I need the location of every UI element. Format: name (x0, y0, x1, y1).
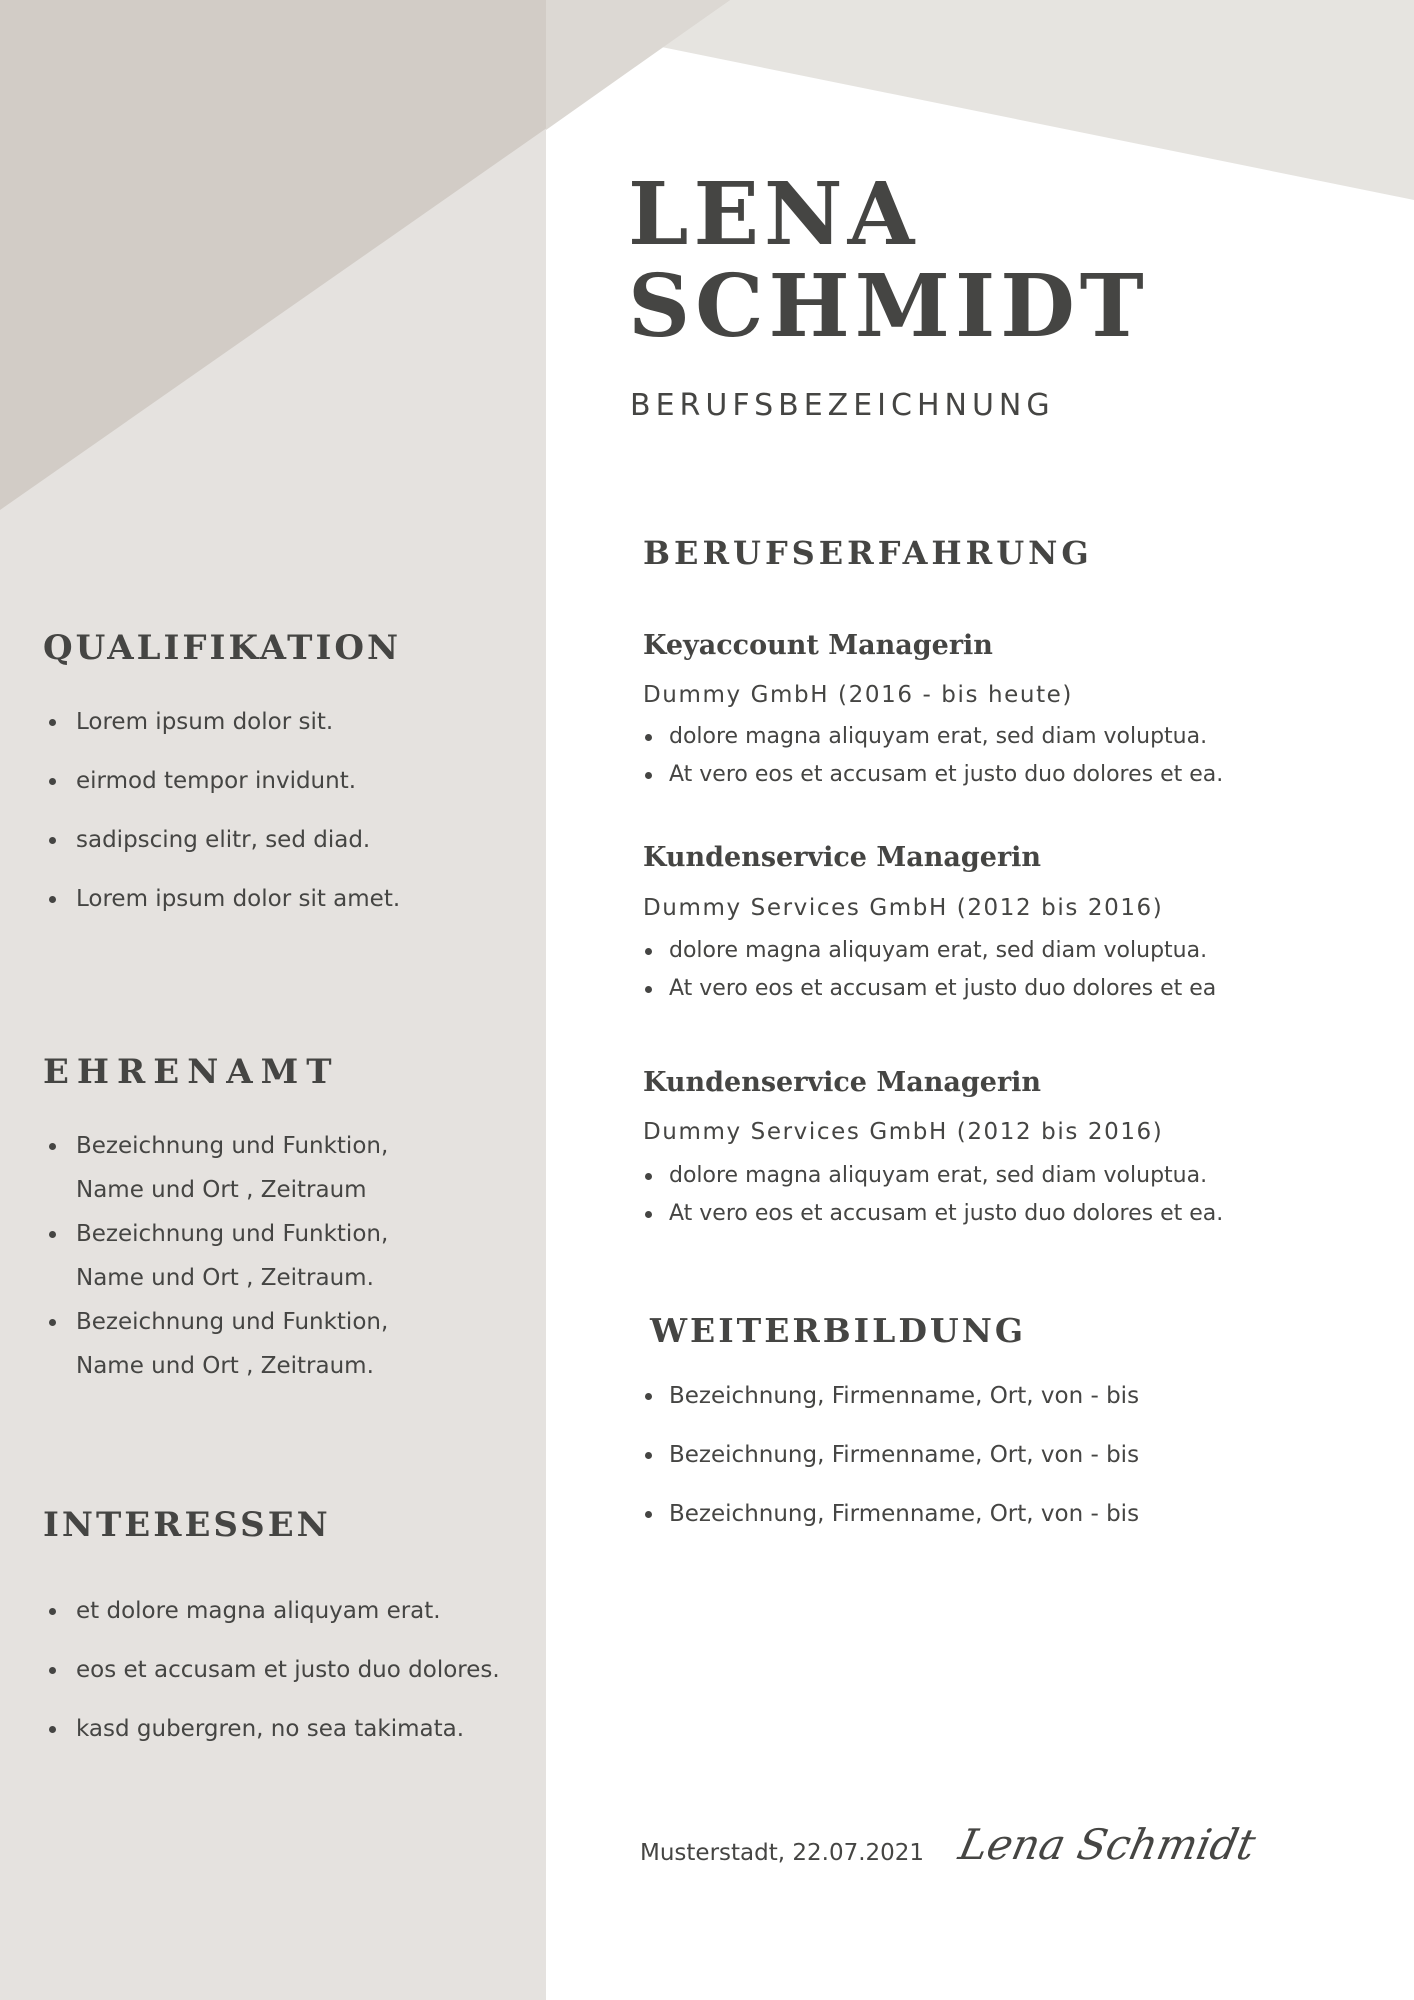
list-item: Lorem ipsum dolor sit amet. (33, 884, 400, 943)
list-item: Bezeichnung, Firmenname, Ort, von - bis (643, 1499, 1139, 1558)
list-item: Bezeichnung und Funktion, Name und Ort , Zeitraum. (33, 1212, 406, 1300)
list-item: dolore magna aliquyam erat, sed diam voluptua. (643, 718, 1223, 756)
weiterbildung-heading: WEITERBILDUNG (650, 1311, 1027, 1350)
signature: Lena Schmidt (954, 1820, 1260, 1869)
job-1-title: Keyaccount Managerin (643, 630, 993, 661)
list-item: At vero eos et accusam et justo duo dolores et ea. (643, 1195, 1223, 1233)
job-1-bullets (643, 718, 1223, 794)
list-item: At vero eos et accusam et justo duo dolores et ea (643, 970, 1216, 1008)
berufserfahrung-heading: BERUFSERFAHRUNG (643, 534, 1093, 572)
list-item: At vero eos et accusam et justo duo dolores et ea. (643, 756, 1223, 794)
job-2-title: Kundenservice Managerin (643, 842, 1042, 873)
qualifikation-list (33, 707, 400, 943)
job-3-title: Kundenservice Managerin (643, 1067, 1042, 1098)
list-item: Bezeichnung, Firmenname, Ort, von - bis (643, 1440, 1139, 1499)
qualifikation-heading: QUALIFIKATION (43, 628, 402, 668)
list-item: kasd gubergren, no sea takimata. (33, 1714, 500, 1773)
list-item: Bezeichnung, Firmenname, Ort, von - bis (643, 1381, 1139, 1440)
list-item: Bezeichnung und Funktion, Name und Ort , Zeitraum. (33, 1300, 406, 1388)
weiterbildung-list (643, 1381, 1139, 1558)
job-title-heading: BERUFSBEZEICHNUNG (630, 388, 1055, 423)
list-item: Lorem ipsum dolor sit. (33, 707, 400, 766)
first-name: LENA (628, 164, 920, 265)
job-2-company: Dummy Services GmbH (2012 bis 2016) (643, 895, 1164, 921)
last-name: SCHMIDT (628, 256, 1149, 357)
list-item: sadipscing elitr, sed diad. (33, 825, 400, 884)
interessen-heading: INTERESSEN (43, 1505, 331, 1545)
job-3-company: Dummy Services GmbH (2012 bis 2016) (643, 1119, 1164, 1145)
list-item: et dolore magna aliquyam erat. (33, 1596, 500, 1655)
list-item: eirmod tempor invidunt. (33, 766, 400, 825)
ehrenamt-heading: EHRENAMT (43, 1052, 340, 1092)
job-3-bullets (643, 1157, 1223, 1233)
list-item: dolore magna aliquyam erat, sed diam voluptua. (643, 932, 1216, 970)
job-1-company: Dummy GmbH (2016 - bis heute) (643, 682, 1074, 708)
place-date: Musterstadt, 22.07.2021 (640, 1840, 925, 1866)
list-item: eos et accusam et justo duo dolores. (33, 1655, 500, 1714)
list-item: dolore magna aliquyam erat, sed diam voluptua. (643, 1157, 1223, 1195)
ehrenamt-list (33, 1124, 406, 1388)
list-item: Bezeichnung und Funktion, Name und Ort , Zeitraum (33, 1124, 406, 1212)
job-2-bullets (643, 932, 1216, 1008)
interessen-list (33, 1596, 500, 1773)
